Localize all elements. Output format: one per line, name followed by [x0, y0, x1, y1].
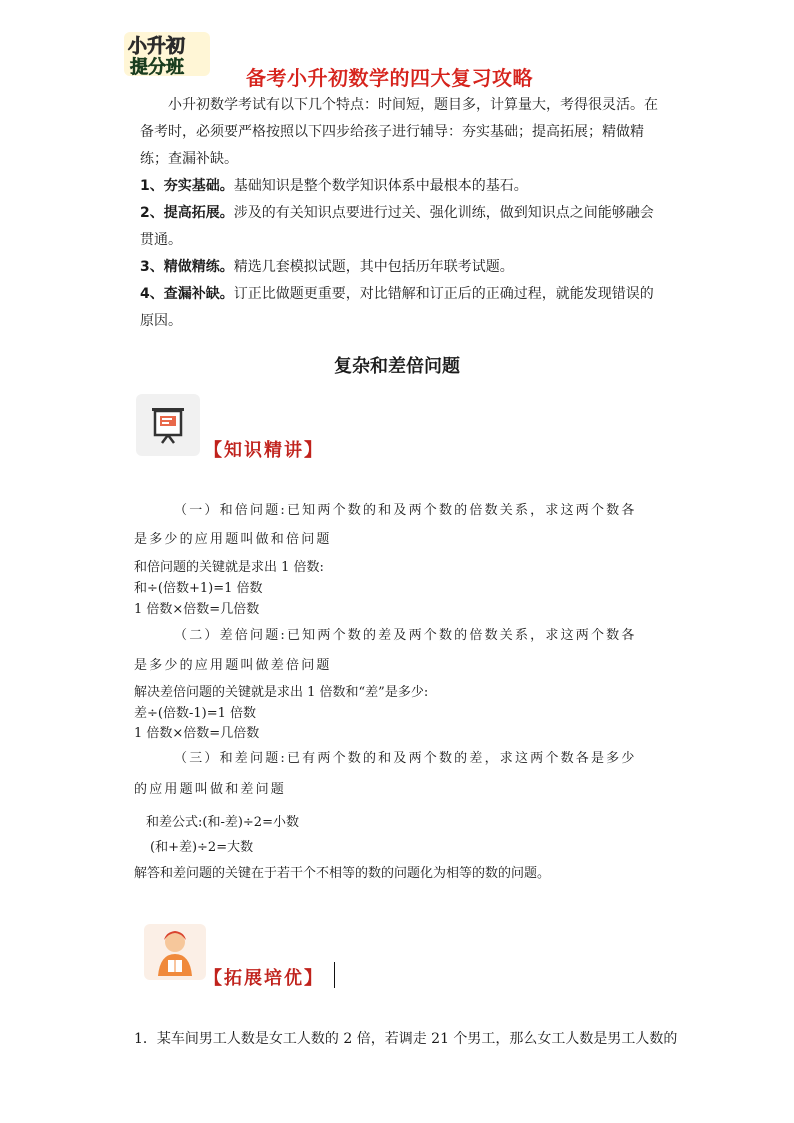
- point-label: 2、提高拓展。: [140, 205, 234, 221]
- section-title: 复杂和差倍问题: [334, 356, 460, 377]
- knowledge-line: 是多少的应用题叫做差倍问题: [134, 658, 332, 673]
- knowledge-line: 的应用题叫做和差问题: [134, 782, 287, 797]
- svg-text:提分班: 提分班: [130, 57, 184, 78]
- extension-section-tag: 【拓展培优】: [204, 968, 324, 989]
- point-1: [140, 173, 660, 200]
- point-text: 订正比做题更重要，对比错解和订正后的正确过程，就能发现错误的原因。: [140, 286, 654, 329]
- point-label: 1、夯实基础。: [140, 178, 234, 194]
- knowledge-line: 是多少的应用题叫做和倍问题: [134, 532, 332, 547]
- teacher-avatar-icon: [144, 924, 206, 980]
- presentation-board-icon: [136, 394, 200, 456]
- formula-line: (和+差)÷2=大数: [150, 840, 254, 855]
- point-text: 基础知识是整个数学知识体系中最根本的基石。: [233, 178, 528, 194]
- point-label: 4、查漏补缺。: [140, 286, 234, 302]
- knowledge-line: （一）和倍问题:已知两个数的和及两个数的倍数关系，求这两个数各: [174, 503, 637, 518]
- formula-line: 1 倍数×倍数=几倍数: [134, 726, 260, 741]
- brand-logo: [122, 28, 214, 80]
- knowledge-line: 解答和差问题的关键在于若干个不相等的数的问题化为相等的数的问题。: [134, 866, 551, 881]
- question-1: 1．某车间男工人数是女工人数的 2 倍，若调走 21 个男工，那么女工人数是男工人数的: [134, 1031, 678, 1047]
- point-text: 精选几套模拟试题，其中包括历年联考试题。: [233, 259, 514, 275]
- formula-line: 和差公式:(和-差)÷2=小数: [146, 815, 299, 830]
- knowledge-line: 和倍问题的关键就是求出 1 倍数:: [134, 560, 324, 575]
- knowledge-section-tag: 【知识精讲】: [204, 440, 324, 461]
- knowledge-line: 解决差倍问题的关键就是求出 1 倍数和“差”是多少:: [134, 685, 429, 700]
- point-2: [140, 200, 660, 254]
- page-title: 备考小升初数学的四大复习攻略: [246, 66, 533, 90]
- svg-text:小升初: 小升初: [128, 35, 186, 57]
- formula-line: 差÷(倍数-1)=1 倍数: [134, 706, 256, 721]
- formula-line: 和÷(倍数+1)=1 倍数: [134, 581, 263, 596]
- point-text: 涉及的有关知识点要进行过关、强化训练，做到知识点之间能够融会贯通。: [140, 205, 654, 248]
- point-label: 3、精做精练。: [140, 259, 234, 275]
- point-4: [140, 281, 660, 335]
- formula-line: 1 倍数×倍数=几倍数: [134, 602, 260, 617]
- point-3: [140, 254, 660, 281]
- knowledge-line: （三）和差问题:已有两个数的和及两个数的差，求这两个数各是多少: [174, 751, 637, 766]
- knowledge-line: （二）差倍问题:已知两个数的差及两个数的倍数关系，求这两个数各: [174, 628, 637, 643]
- intro-paragraph: 小升初数学考试有以下几个特点：时间短，题目多，计算量大，考得很灵活。在备考时，必须要严格按照以下四步给孩子进行辅导：夯实基础；提高拓展；精做精练；查漏补缺。: [140, 97, 658, 167]
- text-cursor: [334, 962, 335, 988]
